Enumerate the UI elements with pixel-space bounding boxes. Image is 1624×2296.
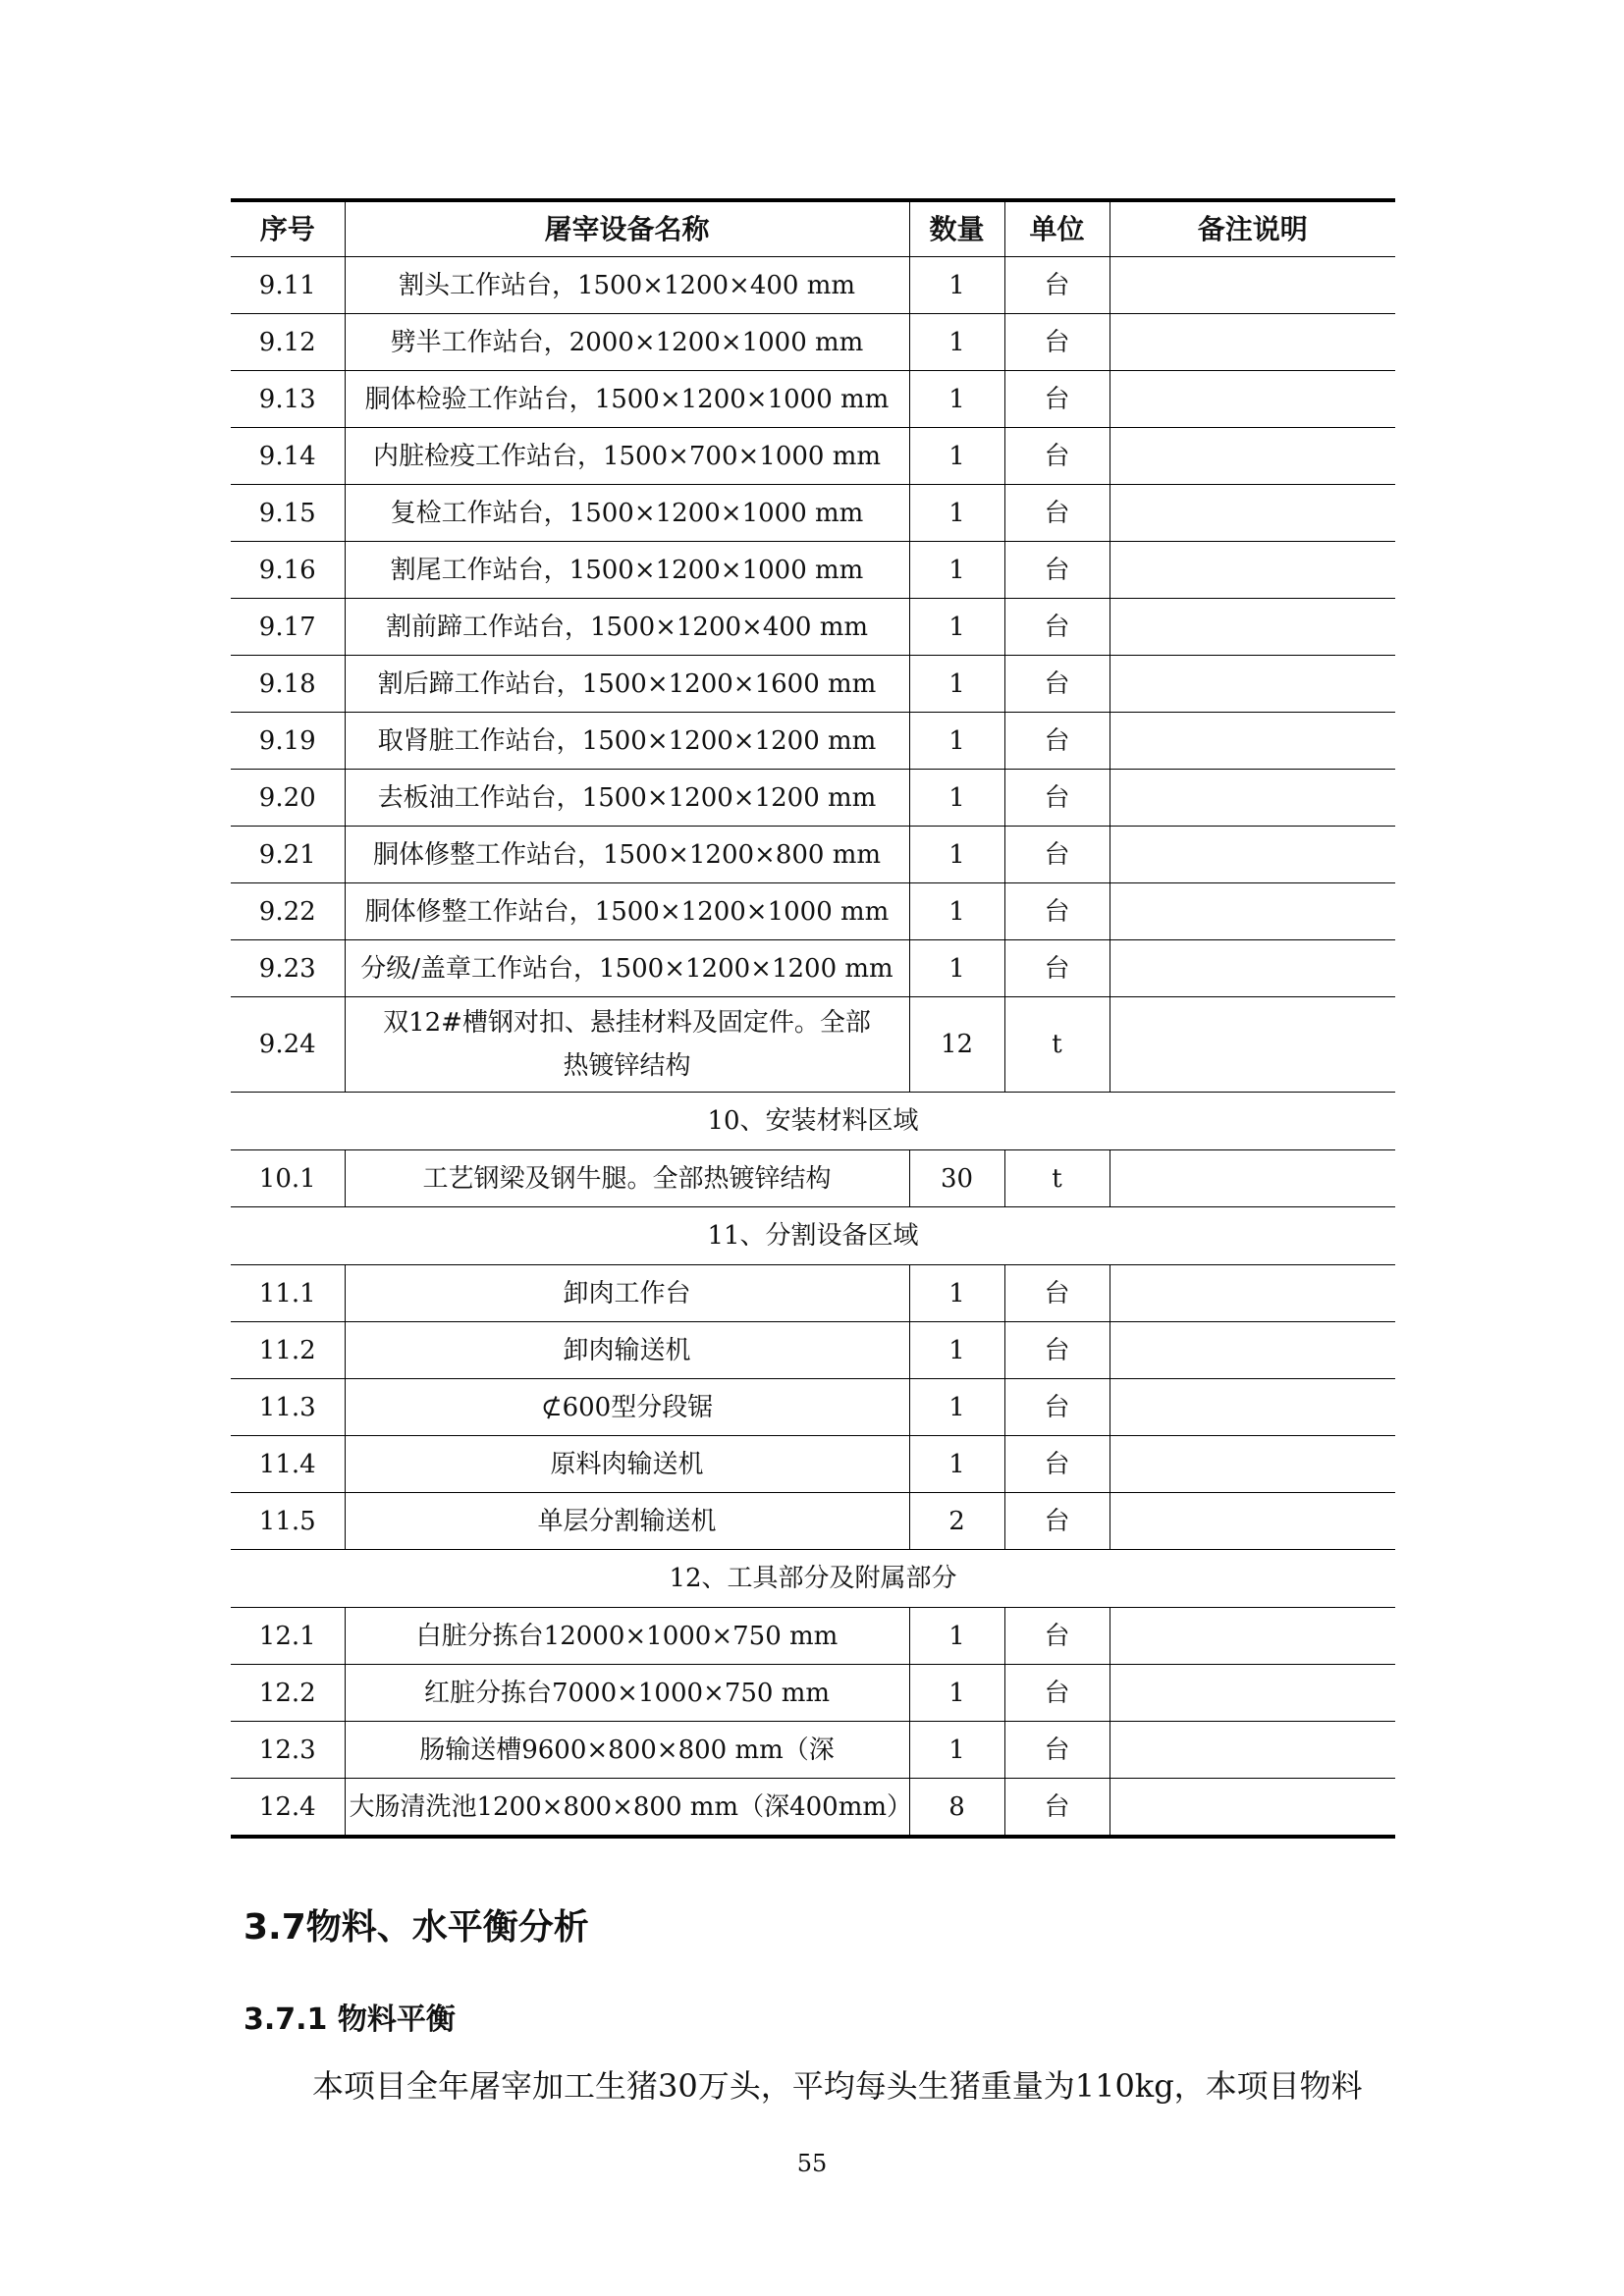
- table-row: [231, 1150, 1395, 1207]
- cell-unit: 台: [1004, 656, 1110, 713]
- cell-equipment-name: 红脏分拣台7000×1000×750 mm: [345, 1665, 909, 1722]
- cell-quantity: 1: [909, 599, 1004, 656]
- cell-serial-no: 9.20: [231, 770, 345, 827]
- cell-serial-no: 9.24: [231, 997, 345, 1093]
- cell-serial-no: 9.17: [231, 599, 345, 656]
- table-row: [231, 599, 1395, 656]
- table-body: [231, 257, 1395, 1838]
- cell-equipment-name: 割前蹄工作站台，1500×1200×400 mm: [345, 599, 909, 656]
- cell-quantity: 1: [909, 1722, 1004, 1779]
- header-quantity: 数量: [909, 200, 1004, 257]
- cell-quantity: 1: [909, 656, 1004, 713]
- cell-equipment-name: 复检工作站台，1500×1200×1000 mm: [345, 485, 909, 542]
- equipment-table: [231, 198, 1395, 1839]
- cell-remarks: [1110, 599, 1395, 656]
- table-row: [231, 940, 1395, 997]
- cell-unit: 台: [1004, 1322, 1110, 1379]
- table-row: [231, 485, 1395, 542]
- cell-unit: 台: [1004, 1379, 1110, 1436]
- table-row: [231, 827, 1395, 883]
- cell-equipment-name: 割头工作站台，1500×1200×400 mm: [345, 257, 909, 314]
- equipment-name-line-2: 热镀锌结构: [563, 1051, 691, 1081]
- cell-unit: 台: [1004, 1265, 1110, 1322]
- cell-remarks: [1110, 1665, 1395, 1722]
- cell-unit: 台: [1004, 1665, 1110, 1722]
- cell-quantity: 30: [909, 1150, 1004, 1207]
- cell-serial-no: 12.1: [231, 1608, 345, 1665]
- cell-quantity: 1: [909, 1665, 1004, 1722]
- table-row: [231, 1379, 1395, 1436]
- cell-serial-no: 9.12: [231, 314, 345, 371]
- section-title: 10、安装材料区域: [231, 1093, 1395, 1150]
- cell-quantity: 1: [909, 770, 1004, 827]
- cell-quantity: 1: [909, 1265, 1004, 1322]
- page-number: 55: [796, 2150, 828, 2177]
- cell-quantity: 1: [909, 940, 1004, 997]
- cell-remarks: [1110, 1265, 1395, 1322]
- cell-equipment-name: 大肠清洗池1200×800×800 mm（深400mm）: [345, 1779, 909, 1838]
- cell-unit: 台: [1004, 485, 1110, 542]
- cell-serial-no: 9.18: [231, 656, 345, 713]
- cell-quantity: 1: [909, 827, 1004, 883]
- cell-serial-no: 9.22: [231, 883, 345, 940]
- cell-remarks: [1110, 1779, 1395, 1838]
- cell-quantity: 1: [909, 371, 1004, 428]
- cell-quantity: 1: [909, 883, 1004, 940]
- table-row: [231, 314, 1395, 371]
- header-equipment-name: 屠宰设备名称: [345, 200, 909, 257]
- cell-equipment-name: 劈半工作站台，2000×1200×1000 mm: [345, 314, 909, 371]
- cell-serial-no: 9.14: [231, 428, 345, 485]
- cell-quantity: 1: [909, 1436, 1004, 1493]
- cell-unit: t: [1004, 997, 1110, 1093]
- cell-serial-no: 9.13: [231, 371, 345, 428]
- cell-serial-no: 9.19: [231, 713, 345, 770]
- table-row: [231, 713, 1395, 770]
- cell-serial-no: 12.4: [231, 1779, 345, 1838]
- table-header-row: [231, 200, 1395, 257]
- table-row: [231, 1265, 1395, 1322]
- cell-remarks: [1110, 1436, 1395, 1493]
- table-row: [231, 371, 1395, 428]
- cell-equipment-name: 内脏检疫工作站台，1500×700×1000 mm: [345, 428, 909, 485]
- table-row: [231, 656, 1395, 713]
- table-section-row: [231, 1093, 1395, 1150]
- cell-quantity: 1: [909, 485, 1004, 542]
- cell-remarks: [1110, 1608, 1395, 1665]
- cell-unit: 台: [1004, 770, 1110, 827]
- cell-equipment-name: 割尾工作站台，1500×1200×1000 mm: [345, 542, 909, 599]
- table-row: [231, 1322, 1395, 1379]
- cell-quantity: 1: [909, 314, 1004, 371]
- table-section-row: [231, 1550, 1395, 1608]
- cell-equipment-name: 割后蹄工作站台，1500×1200×1600 mm: [345, 656, 909, 713]
- cell-unit: 台: [1004, 1608, 1110, 1665]
- cell-unit: 台: [1004, 1779, 1110, 1838]
- cell-serial-no: 11.3: [231, 1379, 345, 1436]
- cell-unit: 台: [1004, 1493, 1110, 1550]
- table-row: [231, 1493, 1395, 1550]
- cell-equipment-name: 去板油工作站台，1500×1200×1200 mm: [345, 770, 909, 827]
- cell-unit: 台: [1004, 940, 1110, 997]
- cell-remarks: [1110, 713, 1395, 770]
- cell-equipment-name: 胴体修整工作站台，1500×1200×1000 mm: [345, 883, 909, 940]
- cell-quantity: 1: [909, 1608, 1004, 1665]
- cell-quantity: 1: [909, 1379, 1004, 1436]
- cell-remarks: [1110, 314, 1395, 371]
- cell-unit: 台: [1004, 314, 1110, 371]
- cell-unit: 台: [1004, 827, 1110, 883]
- cell-remarks: [1110, 1493, 1395, 1550]
- table-row: [231, 770, 1395, 827]
- section-title: 11、分割设备区域: [231, 1207, 1395, 1265]
- subsection-heading: 3.7.1 物料平衡: [244, 2002, 456, 2037]
- cell-equipment-name: 分级/盖章工作站台，1500×1200×1200 mm: [345, 940, 909, 997]
- cell-equipment-name: ⊄600型分段锯: [345, 1379, 909, 1436]
- table-row: [231, 997, 1395, 1093]
- cell-serial-no: 9.23: [231, 940, 345, 997]
- equipment-table-container: [231, 198, 1395, 1839]
- cell-quantity: 1: [909, 1322, 1004, 1379]
- cell-equipment-name: 白脏分拣台12000×1000×750 mm: [345, 1608, 909, 1665]
- body-paragraph: 本项目全年屠宰加工生猪30万头，平均每头生猪重量为110kg，本项目物料: [312, 2067, 1363, 2105]
- cell-unit: 台: [1004, 883, 1110, 940]
- cell-equipment-name: 肠输送槽9600×800×800 mm（深: [345, 1722, 909, 1779]
- cell-serial-no: 12.3: [231, 1722, 345, 1779]
- cell-unit: 台: [1004, 428, 1110, 485]
- cell-remarks: [1110, 770, 1395, 827]
- table-row: [231, 1436, 1395, 1493]
- cell-remarks: [1110, 542, 1395, 599]
- cell-quantity: 1: [909, 542, 1004, 599]
- section-heading: 3.7物料、水平衡分析: [244, 1907, 589, 1948]
- cell-remarks: [1110, 883, 1395, 940]
- cell-unit: 台: [1004, 1436, 1110, 1493]
- cell-remarks: [1110, 1322, 1395, 1379]
- cell-remarks: [1110, 997, 1395, 1093]
- table-row: [231, 883, 1395, 940]
- cell-serial-no: 9.21: [231, 827, 345, 883]
- cell-remarks: [1110, 257, 1395, 314]
- cell-unit: 台: [1004, 599, 1110, 656]
- cell-serial-no: 10.1: [231, 1150, 345, 1207]
- header-serial-no: 序号: [231, 200, 345, 257]
- cell-equipment-name: 单层分割输送机: [345, 1493, 909, 1550]
- cell-remarks: [1110, 656, 1395, 713]
- cell-equipment-name: 卸肉工作台: [345, 1265, 909, 1322]
- table-row: [231, 1665, 1395, 1722]
- cell-serial-no: 9.16: [231, 542, 345, 599]
- cell-quantity: 1: [909, 428, 1004, 485]
- cell-remarks: [1110, 485, 1395, 542]
- cell-equipment-name: [345, 997, 909, 1093]
- cell-serial-no: 11.5: [231, 1493, 345, 1550]
- section-title: 12、工具部分及附属部分: [231, 1550, 1395, 1608]
- equipment-name-line-1: 双12#槽钢对扣、悬挂材料及固定件。全部: [383, 1008, 871, 1038]
- cell-quantity: 8: [909, 1779, 1004, 1838]
- cell-serial-no: 11.4: [231, 1436, 345, 1493]
- table-row: [231, 428, 1395, 485]
- cell-equipment-name: 胴体检验工作站台，1500×1200×1000 mm: [345, 371, 909, 428]
- cell-unit: 台: [1004, 371, 1110, 428]
- cell-remarks: [1110, 1379, 1395, 1436]
- cell-remarks: [1110, 1722, 1395, 1779]
- cell-unit: 台: [1004, 542, 1110, 599]
- cell-remarks: [1110, 1150, 1395, 1207]
- table-row: [231, 1779, 1395, 1838]
- cell-unit: 台: [1004, 713, 1110, 770]
- cell-quantity: 12: [909, 997, 1004, 1093]
- cell-unit: t: [1004, 1150, 1110, 1207]
- cell-serial-no: 9.15: [231, 485, 345, 542]
- cell-serial-no: 11.2: [231, 1322, 345, 1379]
- table-row: [231, 1722, 1395, 1779]
- cell-remarks: [1110, 940, 1395, 997]
- table-row: [231, 1608, 1395, 1665]
- cell-equipment-name: 胴体修整工作站台，1500×1200×800 mm: [345, 827, 909, 883]
- cell-remarks: [1110, 827, 1395, 883]
- header-remarks: 备注说明: [1110, 200, 1395, 257]
- cell-serial-no: 12.2: [231, 1665, 345, 1722]
- cell-quantity: 2: [909, 1493, 1004, 1550]
- cell-equipment-name: 原料肉输送机: [345, 1436, 909, 1493]
- cell-quantity: 1: [909, 713, 1004, 770]
- header-unit: 单位: [1004, 200, 1110, 257]
- cell-equipment-name: 卸肉输送机: [345, 1322, 909, 1379]
- cell-serial-no: 9.11: [231, 257, 345, 314]
- cell-unit: 台: [1004, 1722, 1110, 1779]
- table-section-row: [231, 1207, 1395, 1265]
- table-row: [231, 542, 1395, 599]
- cell-equipment-name: 取肾脏工作站台，1500×1200×1200 mm: [345, 713, 909, 770]
- cell-quantity: 1: [909, 257, 1004, 314]
- cell-remarks: [1110, 371, 1395, 428]
- cell-unit: 台: [1004, 257, 1110, 314]
- cell-equipment-name: 工艺钢梁及钢牛腿。全部热镀锌结构: [345, 1150, 909, 1207]
- cell-remarks: [1110, 428, 1395, 485]
- table-row: [231, 257, 1395, 314]
- cell-serial-no: 11.1: [231, 1265, 345, 1322]
